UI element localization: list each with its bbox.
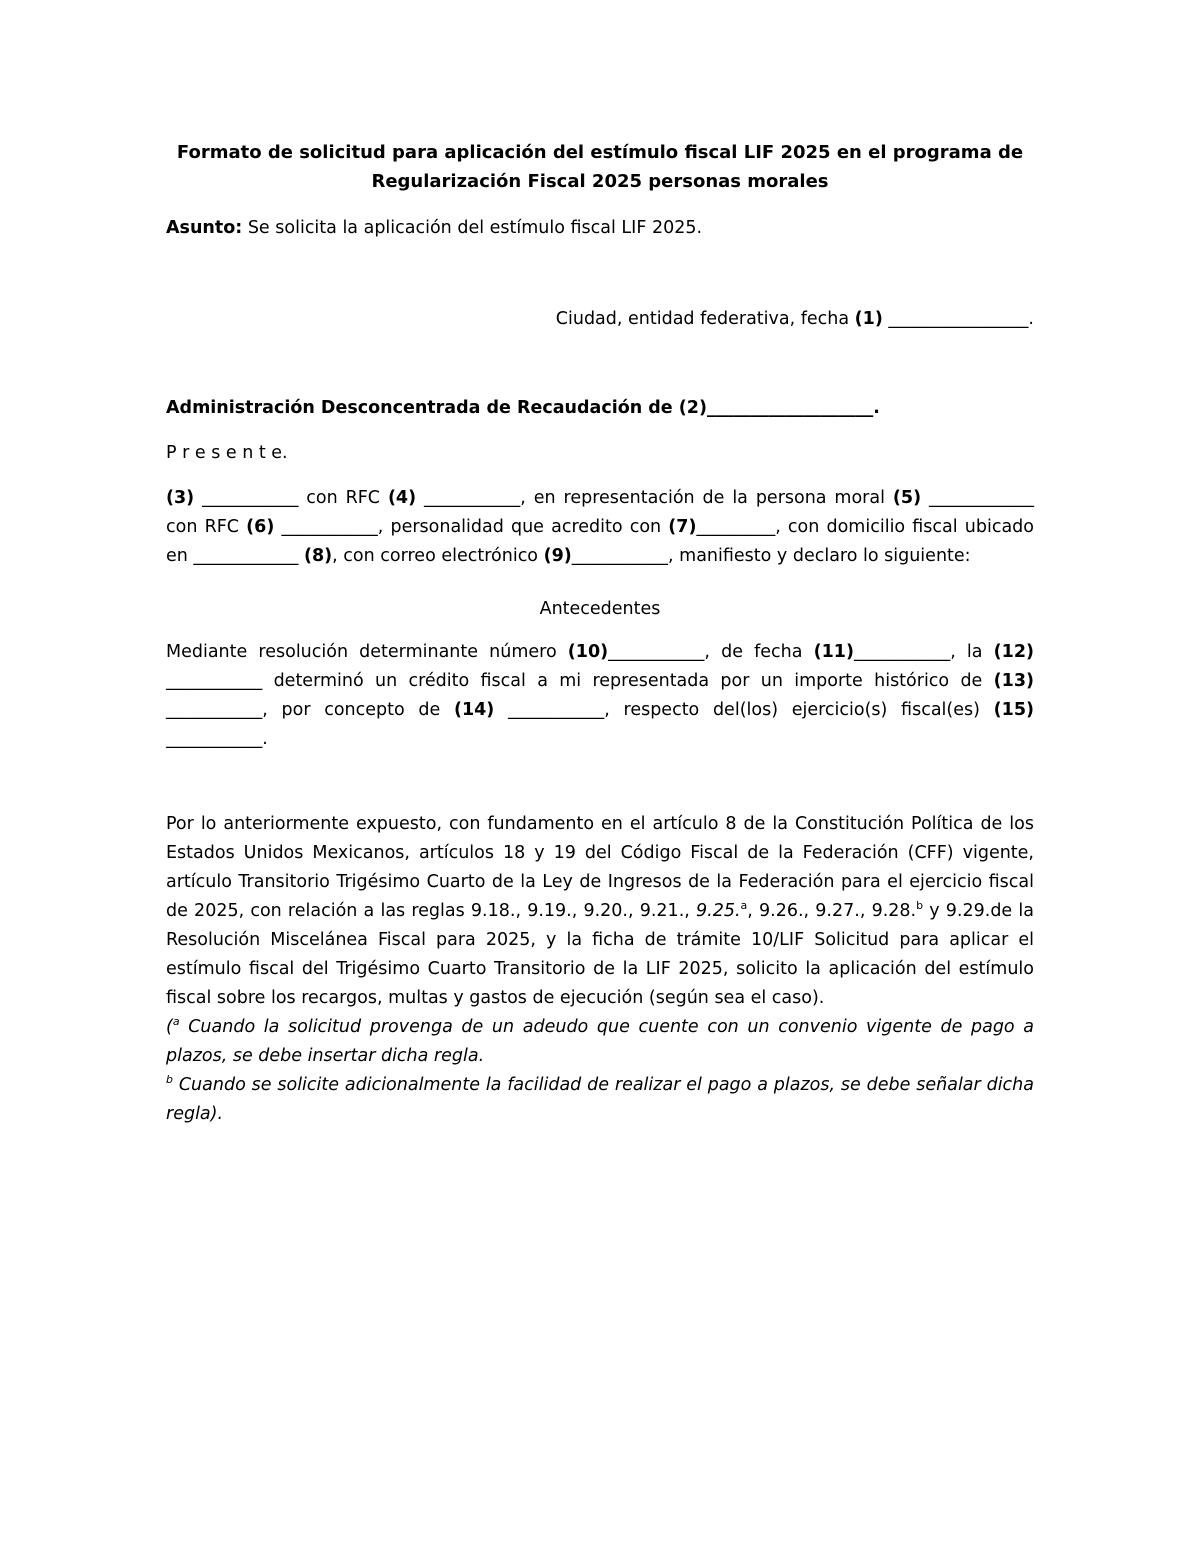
note-a-marker: a	[172, 1015, 180, 1029]
intro-text-2: ___________, en representación de la persona moral	[416, 488, 893, 508]
intro-paragraph	[166, 484, 1034, 571]
addressee-line	[166, 394, 1034, 423]
note-a-paren: (	[166, 1017, 173, 1037]
antecedentes-paragraph	[166, 638, 1034, 754]
title-line-2: Regularización Fiscal 2025 personas morales	[371, 171, 829, 192]
note-a-text: Cuando la solicitud provenga de un adeudo que cuente con un convenio vigente de pago a plazos, se debe insertar dicha regla.	[166, 1017, 1034, 1066]
antecedentes-text-7: ___________.	[166, 729, 268, 749]
antecedentes-text-6: ___________, respecto del(los) ejercicio(s) fiscal(es)	[494, 700, 994, 720]
addressee-num: (2)	[678, 398, 707, 418]
title-line-1: Formato de solicitud para aplicación del estímulo fiscal LIF 2025 en el programa de	[176, 142, 1024, 163]
field-8: (8)	[303, 546, 333, 566]
intro-text-6: , con correo electrónico	[332, 546, 544, 566]
asunto-line	[166, 214, 1034, 243]
intro-text-1: ___________ con RFC	[194, 488, 388, 508]
field-10: (10)	[567, 642, 609, 662]
note-b-marker: b	[166, 1073, 173, 1087]
asunto-label: Asunto:	[166, 218, 243, 238]
note-b-text: Cuando se solicite adicionalmente la facilidad de realizar el pago a plazos, se debe señalar dicha regla).	[166, 1075, 1034, 1124]
addressee-blank: ___________________.	[706, 398, 880, 418]
field-7: (7)	[668, 517, 697, 537]
antecedentes-text-1: Mediante resolución determinante número	[166, 642, 568, 662]
field-11: (11)	[813, 642, 854, 662]
footnote-ref-a: a	[740, 899, 748, 913]
antecedentes-text-2: ___________, de fecha	[608, 642, 814, 662]
fundamento-text-2: , 9.26., 9.27., 9.28.	[747, 901, 917, 921]
intro-text-7: ___________, manifiesto y declaro lo siguiente:	[571, 546, 971, 566]
antecedentes-text-4: ___________ determinó un crédito fiscal a mi representada por un importe histórico de	[166, 671, 994, 691]
place-date-text: Ciudad, entidad federativa, fecha	[555, 309, 855, 329]
field-13: (13)	[993, 671, 1034, 691]
field-5: (5)	[892, 488, 922, 508]
asunto-text: Se solicita la aplicación del estímulo fiscal LIF 2025.	[242, 218, 703, 238]
intro-text-4: ___________, personalidad que acredito con	[274, 517, 669, 537]
antecedentes-text-3: ___________, la	[853, 642, 994, 662]
note-b	[166, 1071, 1034, 1129]
antecedentes-text-5: ___________, por concepto de	[166, 700, 454, 720]
note-a	[166, 1013, 1034, 1071]
field-4: (4)	[387, 488, 417, 508]
document-title	[166, 138, 1034, 196]
field-14: (14)	[453, 700, 495, 720]
intro-text-3: ____________ con RFC	[166, 488, 1034, 537]
place-date-num: (1)	[854, 309, 883, 329]
presente-line: P r e s e n t e.	[166, 443, 288, 463]
rule-9-25: 9.25.	[696, 901, 741, 921]
place-date-line	[166, 305, 1034, 334]
field-6: (6)	[246, 517, 275, 537]
field-9: (9)	[543, 546, 572, 566]
intro-text-5: _________, con domicilio fiscal ubicado en ____________	[166, 517, 1034, 566]
addressee-text: Administración Desconcentrada de Recaudación de	[166, 398, 679, 418]
field-12: (12)	[993, 642, 1034, 662]
footnote-ref-b: b	[916, 899, 924, 913]
place-date-blank: ________________.	[882, 309, 1034, 329]
document-page	[166, 138, 1034, 1129]
fundamento-text-1: Por lo anteriormente expuesto, con fundamento en el artículo 8 de la Constitución Política de los Estados Unidos Mexicanos, artículos 18 y 19 del Código Fiscal de la Federación (CFF) vigente, artículo Transitorio Trigésimo Cuarto de la Ley de Ingresos de la Federación para el ejercicio fiscal de 2025, con relación a las reglas 9.18., 9.19., 9.20., 9.21.,	[166, 814, 1034, 921]
field-15: (15)	[993, 700, 1034, 720]
antecedentes-heading: Antecedentes	[539, 599, 661, 619]
fundamento-paragraph	[166, 810, 1034, 1013]
fundamento-text-3: y 9.29.de la Resolución Miscelánea Fiscal para 2025, y la ficha de trámite 10/LIF Solicitud para aplicar el estímulo fiscal del Trigésimo Cuarto Transitorio de la LIF 2025, solicito la aplicación del estímulo fiscal sobre los recargos, multas y gastos de ejecución (según sea el caso).	[166, 901, 1034, 1008]
field-3: (3)	[166, 488, 195, 508]
